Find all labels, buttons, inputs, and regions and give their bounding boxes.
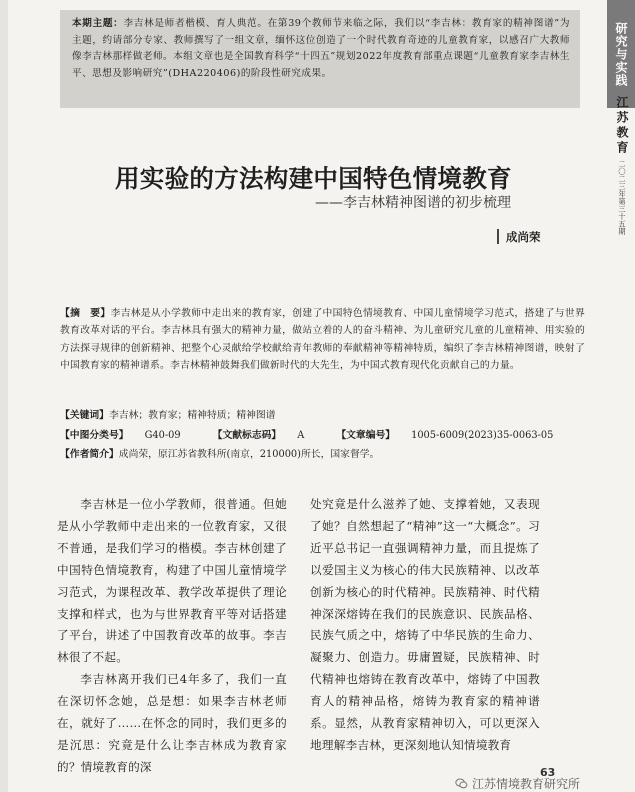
keywords-value: 李吉林；教育家；精神特质；精神图谱 (108, 410, 276, 421)
doc-code-label: 【文献标志码】 (212, 430, 282, 441)
section-banner: 研究与实践 (607, 0, 635, 108)
clc-label: 【中图分类号】 (60, 430, 129, 441)
article-title: 用实验的方法构建中国特色情境教育 (115, 164, 512, 193)
abstract-text: 李吉林是从小学教师中走出来的教育家，创建了中国特色情境教育、中国儿童情境学习范式，搭建了与世界教育改革对话的平台。李吉林具有强大的精神力量，做站立着的人的奋斗精神、为儿童研究儿童的儿童精神、用实验的方法探寻规律的创新精神、把整个心灵献给学校献给青年教师的奉献精神等精神特质，编织了李吉林精神图谱，映射了中国教育家的精神谱系。李吉林精神鼓舞我们做新时代的大先生，为中国式教育现代化贡献自己的力量。 (60, 308, 586, 372)
journal-name: 江苏教育 (615, 96, 629, 156)
clc-value: G40-09 (144, 430, 181, 441)
keywords-label: 【关键词】 (60, 410, 109, 421)
doc-code-value: A (297, 430, 305, 441)
article-subtitle: ——李吉林精神图谱的初步梳理 (315, 195, 511, 211)
abstract (60, 305, 585, 375)
article-number-value: 1005-6009(2023)35-0063-05 (411, 430, 554, 441)
watermark (455, 775, 630, 791)
author-bio-value: 成尚荣，原江苏省教科所(南京，210000)所长，国家督学。 (118, 449, 380, 460)
clc-field (60, 430, 197, 441)
body-paragraph: 李吉林离开我们已4年多了，我们一直在深切怀念她，总是想：如果李吉林老师在，就好了……在怀念的同时，我们更多的是沉思：究竟是什么让李吉林成为教育家的？情境教育的深 (57, 672, 287, 774)
body-paragraph: 处究竟是什么滋养了她、支撑着她，又表现了她？自然想起了“精神”这一“大概念”。习近平总书记一直强调精神力量，而且提炼了以爱国主义为核心的伟大民族精神、以改革创新为核心的时代精神。民族精神、时代精神深深熔铸在我们的民族意识、民族品格、民族气质之中，熔铸了中华民族的生命力、凝聚力、创造力。毋庸置疑，民族精神、时代精神也熔铸在教育改革中，熔铸了中国教育人的精神品格，熔铸为教育家的精神谱系。显然，从教育家精神切入，可以更深入地理解李吉林，更深刻地认知情境教育 (310, 497, 540, 752)
page-edge (0, 0, 8, 792)
author-bio-line (60, 446, 379, 460)
theme-text: 李吉林是师者楷模、育人典范。在第39个教师节来临之际，我们以“李吉林：教育家的精神图谱”为主题，约请部分专家、教师撰写了一组文章，缅怀这位创造了一个时代教育奇迹的儿童教育家，以感召广大教师像李吉林那样做老师。本组文章也是全国教育科学“十四五”规划2022年度教育部重点课题“儿童教育家李吉林生平、思想及影响研究”(DHA220406)的阶段性研究成果。 (72, 18, 570, 79)
theme-intro-box (60, 10, 580, 108)
abstract-label: 【摘 要】 (60, 308, 111, 319)
article-number-field (336, 430, 569, 441)
body-column-left (57, 494, 287, 779)
article-number-label: 【文章编号】 (336, 430, 396, 441)
classification-line (60, 427, 585, 441)
journal-issue: 二〇二三年第三十五期 (618, 160, 627, 235)
page-number: 63 (540, 766, 556, 779)
wechat-icon (455, 777, 468, 790)
journal-sidebar (607, 0, 635, 792)
doc-code-field (213, 430, 321, 441)
author-bio-label: 【作者简介】 (60, 449, 119, 460)
theme-label: 本期主题： (72, 18, 124, 29)
author-rule (497, 229, 499, 244)
watermark-text: 江苏情境教育研究所 (472, 777, 581, 791)
article-author: 成尚荣 (506, 230, 541, 244)
keywords-line (60, 407, 276, 421)
body-column-right (310, 494, 540, 757)
body-paragraph: 李吉林是一位小学教师，很普通。但她是从小学教师中走出来的一位教育家，又很不普通，是我们学习的楷模。李吉林创建了中国特色情境教育，构建了中国儿童情境学习范式，为课程改革、教学改革提供了理论支撑和样式，也为与世界教育平等对话搭建了平台，讲述了中国教育改革的故事。李吉林很了不起。 (57, 497, 287, 665)
